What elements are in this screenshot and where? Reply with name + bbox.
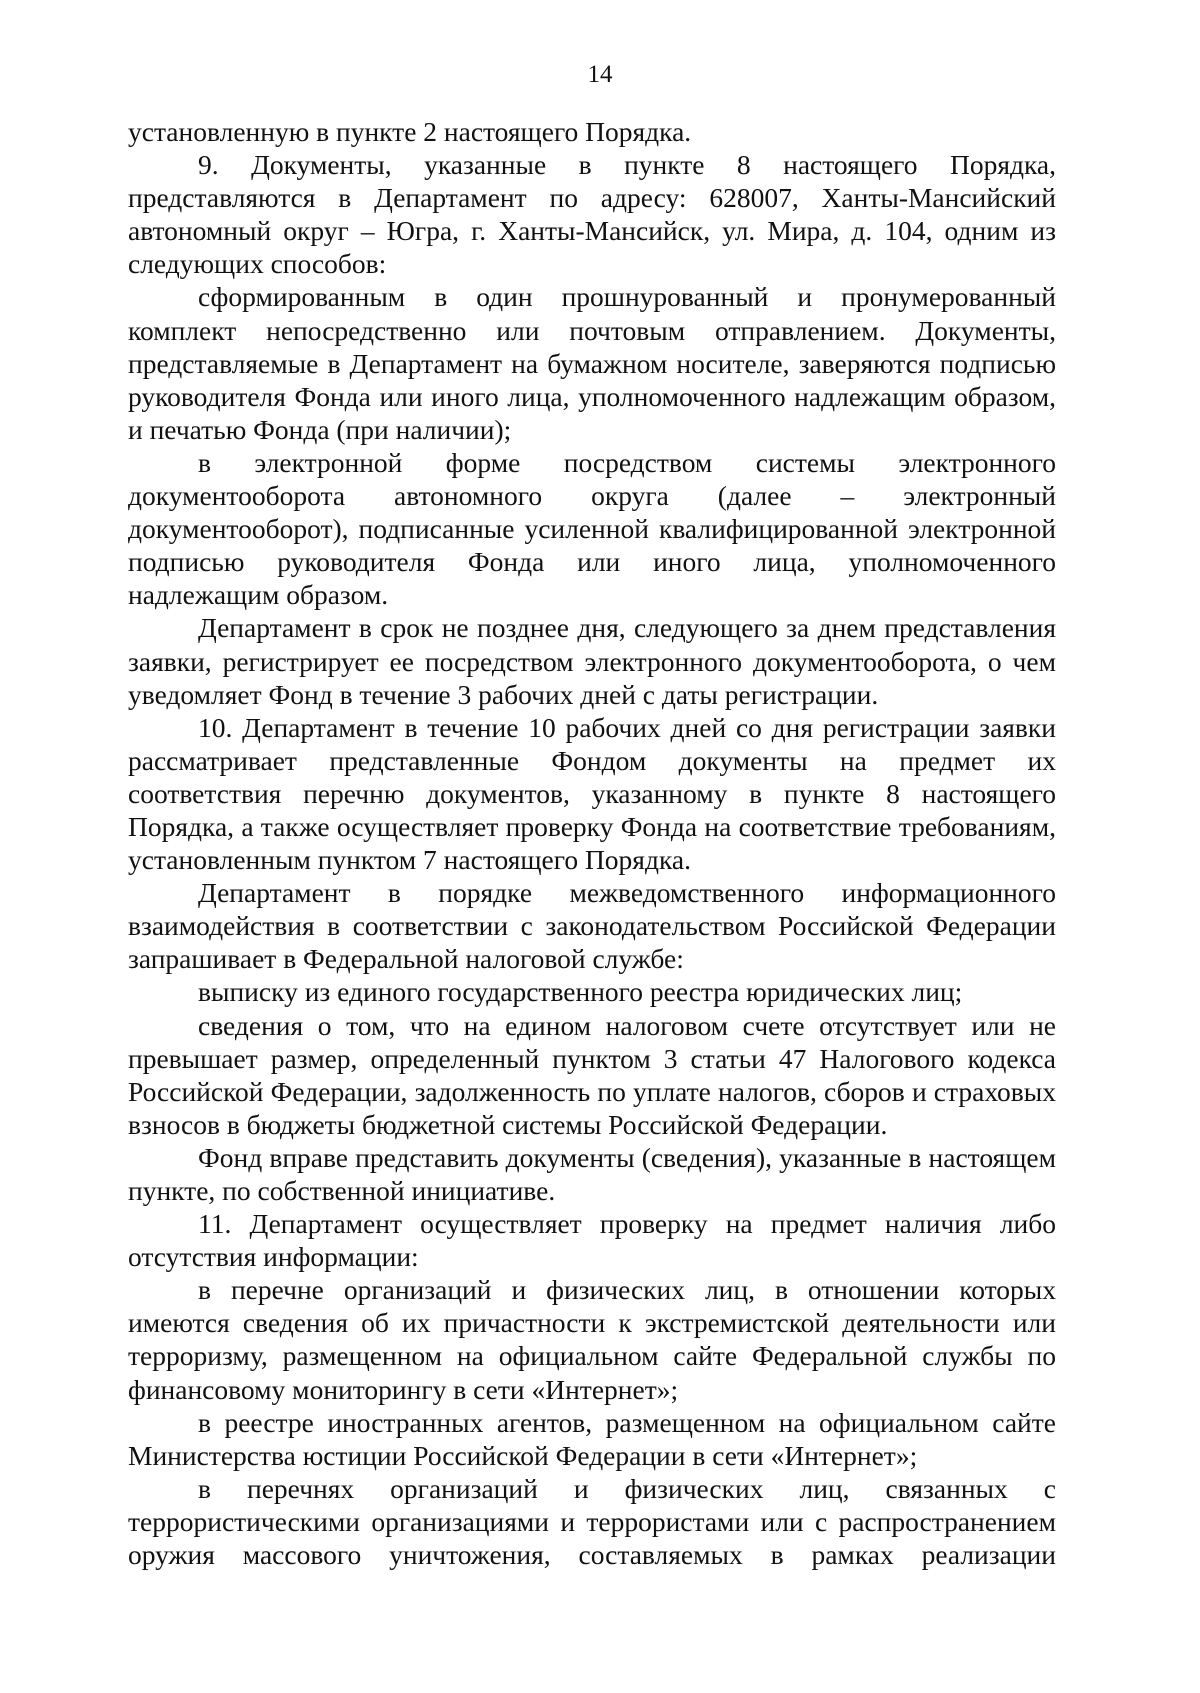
paragraph-interagency-request: Департамент в порядке межведомственного информационного взаимодействия в соответствии с законодательством Российской Федерации запрашивает в Федеральной налоговой службе: [128,877,1056,975]
paragraph-registration: Департамент в срок не позднее дня, следующего за днем представления заявки, регистрирует ее посредством электронного документооборота, о чем уведомляет Фонд в течение 3 рабочих дней с даты регистрации. [128,612,1056,710]
paragraph-item-10: 10. Департамент в течение 10 рабочих дней со дня регистрации заявки рассматривает представленные Фондом документы на предмет их соответствия перечню документов, указанному в пункте 8 настоящего Порядка, а также осуществляет проверку Фонда на соответствие требованиям, установленным пунктом 7 настоящего Порядка. [128,711,1056,876]
paragraph-tax-debt-info: сведения о том, что на едином налоговом счете отсутствует или не превышает размер, определенный пунктом 3 статьи 47 Налогового кодекса Российской Федерации, задолженность по уплате налогов, сборов и страховых взносов в бюджеты бюджетной системы Российской Федерации. [128,1009,1056,1140]
paragraph-extremism-list: в перечне организаций и физических лиц, в отношении которых имеются сведения об их причастности к экстремистской деятельности или терроризму, размещенном на официальном сайте Федеральной службы по финансовому мониторингу в сети «Интернет»; [128,1274,1056,1405]
page-number: 14 [587,61,613,88]
paragraph-foreign-agents-registry: в реестре иностранных агентов, размещенном на официальном сайте Министерства юстиции Российской Федерации в сети «Интернет»; [128,1406,1056,1471]
document-body [128,115,1056,1571]
paragraph-paper-submission: сформированным в один прошнурованный и пронумерованный комплект непосредственно или почтовым отправлением. Документы, представляемые в Департамент на бумажном носителе, заверяются подписью руководителя Фонда или иного лица, уполномоченного надлежащим образом, и печатью Фонда (при наличии); [128,281,1056,445]
paragraph-egrul-extract: выписку из единого государственного реестра юридических лиц; [198,976,963,1008]
paragraph-terrorism-lists: в перечнях организаций и физических лиц, связанных с террористическими организациями и террористами или с распространением оружия массового уничтожения, составляемых в рамках реализации [128,1472,1056,1571]
paragraph-electronic-submission: в электронной форме посредством системы электронного документооборота автономного округа (далее – электронный документооборот), подписанные усиленной квалифицированной электронной подписью руководителя Фонда или иного лица, уполномоченного надлежащим образом. [128,446,1056,611]
paragraph-item-11: 11. Департамент осуществляет проверку на предмет наличия либо отсутствия информации: [128,1208,1056,1273]
paragraph-own-initiative: Фонд вправе представить документы (сведения), указанные в настоящем пункте, по собственной инициативе. [128,1141,1056,1206]
paragraph-item-9: 9. Документы, указанные в пункте 8 настоящего Порядка, представляются в Департамент по адресу: 628007, Ханты-Мансийский автономный округ – Югра, г. Ханты-Мансийск, ул. Мира, д. 104, одним из следующих способов: [128,149,1056,280]
paragraph-continuation: установленную в пункте 2 настоящего Порядка. [128,116,692,147]
